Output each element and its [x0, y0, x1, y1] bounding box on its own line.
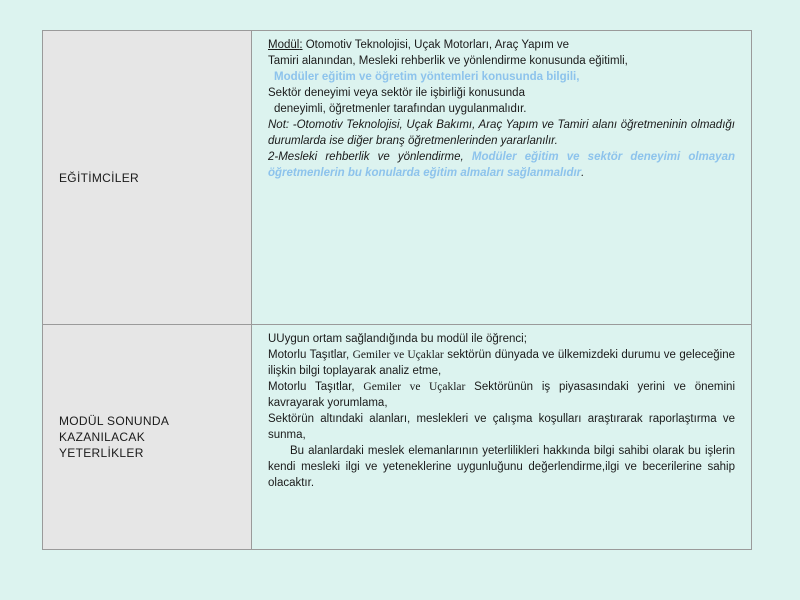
row-label-yeterlikler [43, 325, 252, 549]
row-label-egitimciler [43, 31, 252, 325]
row-content-egitimciler [252, 31, 751, 325]
guidance-prefix: 2-Mesleki rehberlik ve yönlendirme, [268, 151, 472, 163]
note-paragraph: Not: -Otomotiv Teknolojisi, Uçak Bakımı, Araç Yapım ve Tamiri alanı öğretmeninin olmadığı durumlarda ise diğer branş öğretmenlerinden yararlanılır. [268, 119, 735, 147]
c2-c: Sektörünün iş piyasasındaki yerini ve önemini kavrayarak yorumlama, [268, 381, 736, 409]
colon: : [299, 39, 303, 51]
line-modular-highlight: Modüler eğitim ve öğretim yöntemleri konusunda bilgili, [274, 71, 580, 83]
c2-b: Gemiler ve Uçaklar [363, 381, 466, 393]
guidance-highlight: Modüler eğitim ve sektör deneyimi olmayan öğretmenlerin bu konularda eğitim almaları sağlanmalıdır [268, 151, 735, 179]
line-module-fields [268, 37, 735, 53]
module-info-table [42, 30, 752, 550]
competency-1 [268, 347, 735, 379]
c1-b: Gemiler ve Uçaklar [352, 349, 444, 361]
guidance-paragraph [268, 149, 735, 181]
c1-a: Motorlu Taşıtlar, [268, 349, 353, 361]
line-training: Tamiri alanından, Mesleki rehberlik ve yönlendirme konusunda eğitimli, [268, 55, 628, 67]
row-label-text: EĞİTİMCİLER [59, 170, 139, 185]
c2-a: Motorlu Taşıtlar, [268, 381, 364, 393]
competency-4: Bu alanlardaki meslek elemanlarının yeterlilikleri hakkında bilgi sahibi olarak bu işlerin kendi mesleki ilgi ve yeteneklerine uygunluğunu değerlendirme,ilgi ve becerilerine sahip olacaktır. [268, 445, 735, 489]
module-fields-text: Otomotiv Teknolojisi, Uçak Motorları, Araç Yapım ve [302, 39, 570, 51]
competency-3: Sektörün altındaki alanları, meslekleri ve çalışma koşulları araştırarak raporlaştırma ve sunma, [268, 413, 735, 441]
module-word: Modül [268, 39, 300, 51]
intro-line: UUygun ortam sağlandığında bu modül ile öğrenci; [268, 333, 527, 345]
competency-2 [268, 379, 735, 411]
row-label-text: MODÜL SONUNDA KAZANILACAK YETERLİKLER [59, 414, 170, 460]
c1-c: sektörün dünyada ve ülkemizdeki durumu ve geleceğine ilişkin bilgi toplayarak analiz etme, [268, 349, 736, 377]
row-content-yeterlikler [252, 325, 751, 549]
line-experienced-teachers: deneyimli, öğretmenler tarafından uygulanmalıdır. [274, 103, 527, 115]
guidance-suffix: . [581, 167, 585, 179]
line-sector-experience: Sektör deneyimi veya sektör ile işbirliği konusunda [268, 87, 525, 99]
